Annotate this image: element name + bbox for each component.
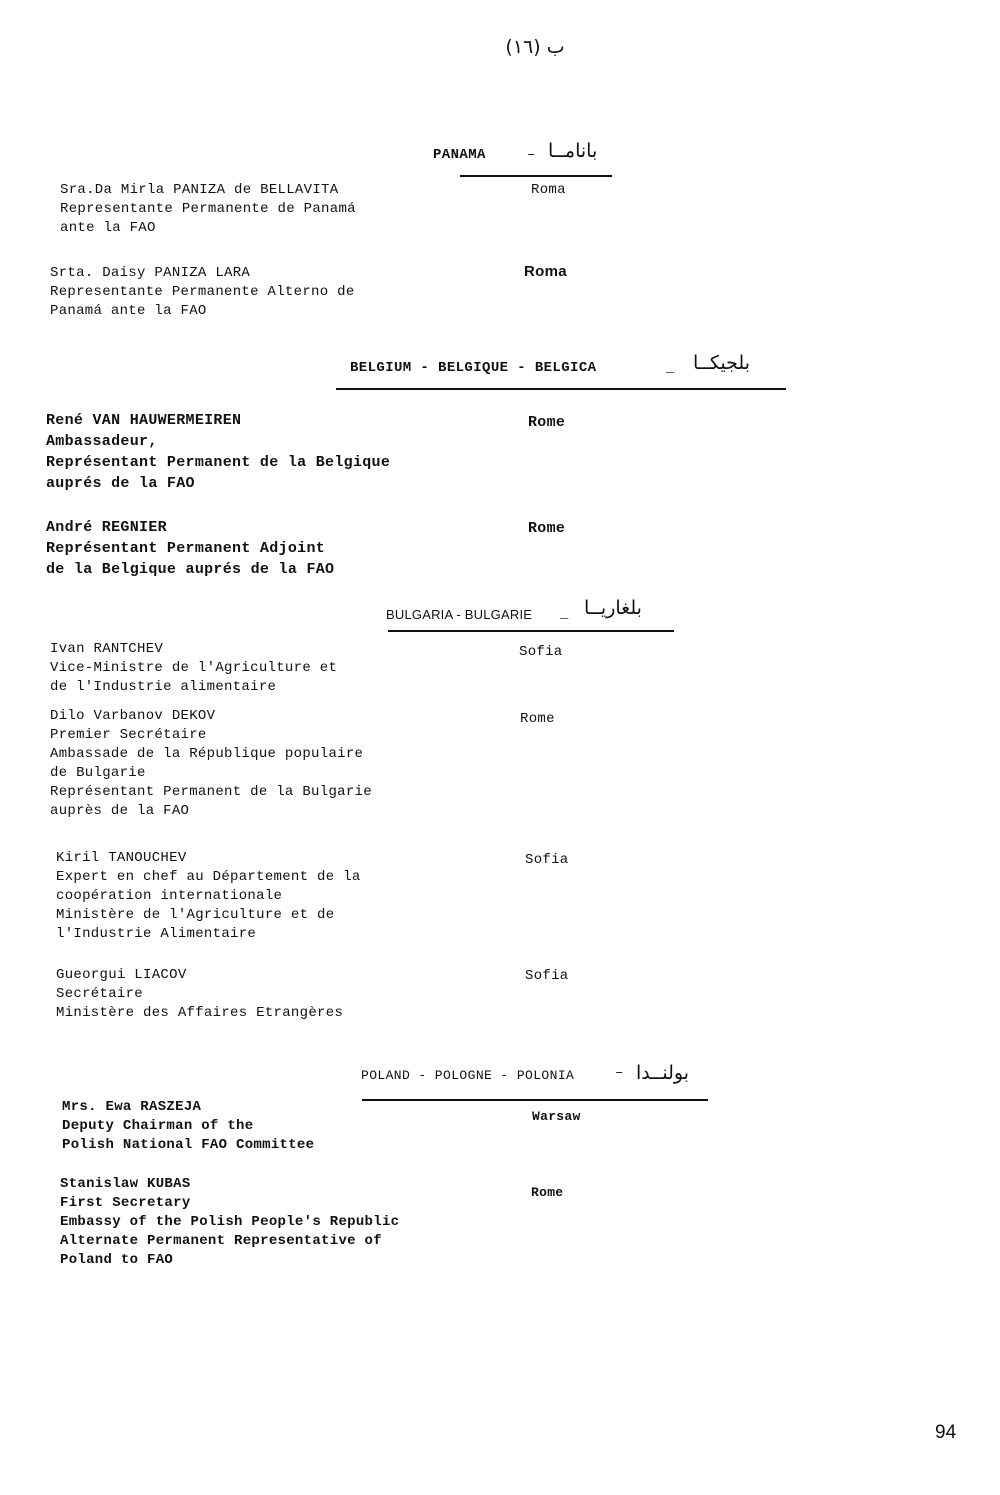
entry-belgium-1	[46, 410, 390, 494]
entry-city: Sofia	[519, 644, 563, 660]
entry-line: l'Industrie Alimentaire	[56, 926, 257, 942]
heading-dash: _	[666, 360, 675, 376]
entry-city: Roma	[524, 263, 567, 280]
heading-dash: _	[560, 606, 569, 622]
entry-line: First Secretary	[60, 1195, 191, 1211]
page-number: 94	[935, 1422, 957, 1443]
entry-city: Roma	[531, 182, 566, 198]
entry-panama-1	[60, 181, 356, 238]
section-rule-bulgaria	[388, 630, 674, 632]
entry-belgium-2	[46, 517, 334, 580]
entry-city: Rome	[520, 711, 555, 727]
page-header-reference: ب (١٦)	[505, 36, 565, 58]
entry-name: Mrs. Ewa RASZEJA	[62, 1099, 202, 1115]
entry-line: Représentant Permanent Adjoint	[46, 540, 326, 557]
entry-name: Kiril TANOUCHEV	[56, 850, 187, 866]
entry-line: Representante Permanente Alterno de	[50, 284, 355, 300]
entry-line: Alternate Permanent Representative of	[60, 1233, 382, 1249]
entry-name: René VAN HAUWERMEIREN	[46, 412, 242, 429]
entry-line: coopération internationale	[56, 888, 283, 904]
section-heading-arabic-panama: بانامــا	[548, 140, 598, 162]
entry-line: Embassy of the Polish People's Republic	[60, 1214, 400, 1230]
entry-city: Sofia	[525, 852, 569, 868]
entry-line: Deputy Chairman of the	[62, 1118, 254, 1134]
entry-bulgaria-4	[56, 966, 343, 1023]
entry-line: Ambassade de la République populaire	[50, 746, 364, 762]
section-heading-arabic-belgium: بلجيكــا	[693, 352, 750, 374]
entry-poland-2	[60, 1175, 399, 1270]
entry-line: Premier Secrétaire	[50, 727, 207, 743]
entry-line: de la Belgique auprés de la FAO	[46, 561, 335, 578]
entry-bulgaria-3	[56, 849, 361, 944]
entry-line: Expert en chef au Département de la	[56, 869, 361, 885]
entry-line: auprès de la FAO	[50, 803, 190, 819]
section-heading-panama: PANAMA	[433, 147, 486, 163]
entry-name: Stanislaw KUBAS	[60, 1176, 191, 1192]
section-heading-belgium: BELGIUM - BELGIQUE - BELGICA	[350, 360, 597, 376]
heading-dash: –	[615, 1065, 624, 1081]
entry-line: de l'Industrie alimentaire	[50, 679, 277, 695]
entry-city: Rome	[528, 520, 566, 537]
section-heading-poland: POLAND - POLOGNE - POLONIA	[361, 1068, 575, 1083]
section-heading-arabic-bulgaria: بلغاريــا	[584, 597, 642, 619]
section-rule-panama	[460, 175, 612, 177]
entry-line: Ambassadeur,	[46, 433, 158, 450]
entry-panama-2	[50, 264, 355, 321]
entry-name: André REGNIER	[46, 519, 167, 536]
entry-line: Vice-Ministre de l'Agriculture et	[50, 660, 338, 676]
entry-city: Sofia	[525, 968, 569, 984]
entry-name: Sra.Da Mirla PANIZA de BELLAVITA	[60, 182, 339, 198]
section-heading-bulgaria: BULGARIA - BULGARIE	[386, 607, 533, 622]
entry-line: Secrétaire	[56, 986, 144, 1002]
entry-line: de Bulgarie	[50, 765, 146, 781]
section-rule-poland	[362, 1099, 708, 1101]
section-heading-arabic-poland: بولنــدا	[636, 1062, 690, 1084]
entry-line: Ministère des Affaires Etrangères	[56, 1005, 344, 1021]
entry-line: Ministère de l'Agriculture et de	[56, 907, 335, 923]
entry-name: Dilo Varbanov DEKOV	[50, 708, 216, 724]
entry-bulgaria-1	[50, 640, 337, 697]
entry-line: Représentant Permanent de la Belgique	[46, 454, 391, 471]
entry-bulgaria-2	[50, 707, 372, 821]
entry-line: Poland to FAO	[60, 1252, 174, 1268]
entry-line: Polish National FAO Committee	[62, 1137, 315, 1153]
entry-name: Srta. Daisy PANIZA LARA	[50, 265, 251, 281]
entry-city: Rome	[528, 414, 566, 431]
entry-line: ante la FAO	[60, 220, 156, 236]
entry-city: Rome	[531, 1185, 564, 1200]
entry-line: auprés de la FAO	[46, 475, 195, 492]
section-rule-belgium	[336, 388, 786, 390]
entry-name: Ivan RANTCHEV	[50, 641, 164, 657]
heading-dash: –	[527, 147, 536, 163]
entry-name: Gueorgui LIACOV	[56, 967, 187, 983]
entry-city: Warsaw	[532, 1109, 581, 1124]
entry-poland-1	[62, 1098, 314, 1155]
entry-line: Panamá ante la FAO	[50, 303, 207, 319]
entry-line: Representante Permanente de Panamá	[60, 201, 356, 217]
entry-line: Représentant Permanent de la Bulgarie	[50, 784, 372, 800]
